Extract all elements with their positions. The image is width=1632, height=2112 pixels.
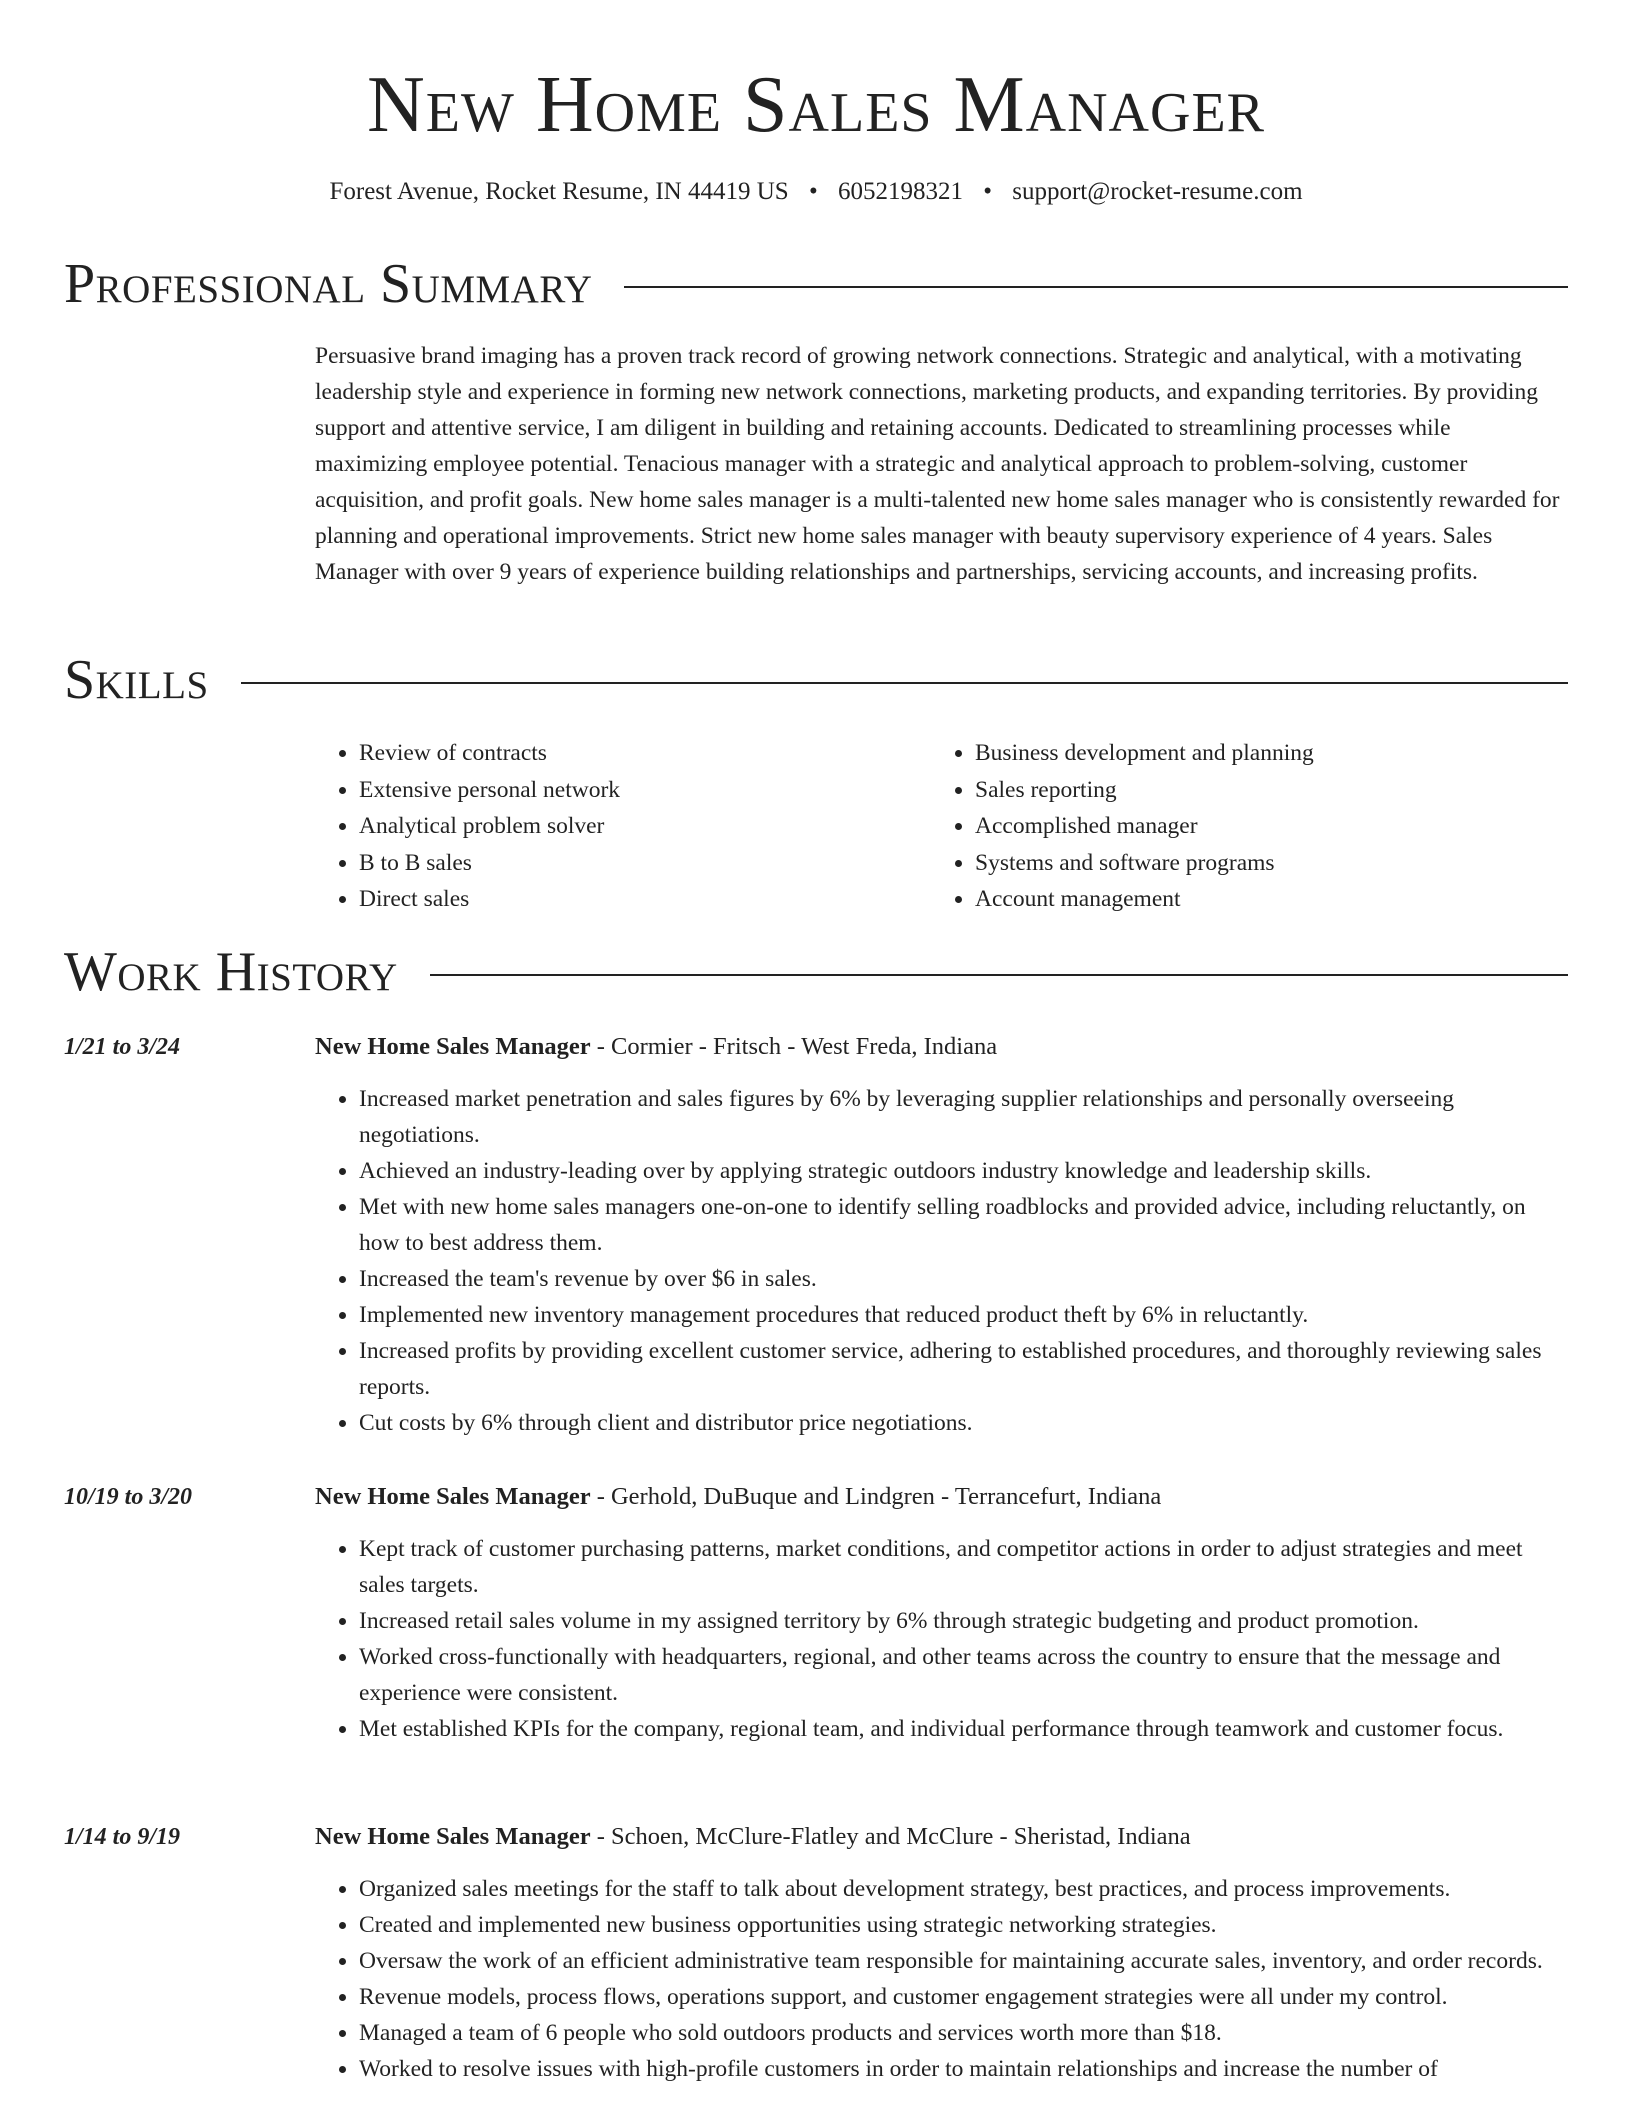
job-bullets [315, 1531, 1568, 1747]
skill-item: • Sales reporting [975, 772, 1547, 809]
job-bullet: • Worked to resolve issues with high-profile customers in order to maintain relationships and increase the number of [359, 2051, 1568, 2087]
job-dates: 10/19 to 3/20 [64, 1484, 193, 1510]
contact-separator: • [983, 178, 992, 205]
job-bullet: • Increased retail sales volume in my assigned territory by 6% through strategic budgeting and product promotion. [359, 1603, 1568, 1639]
summary-section-header [64, 252, 1568, 316]
job-bullets [315, 1081, 1568, 1441]
section-divider [624, 286, 1568, 288]
job-bullet: • Worked cross-functionally with headquarters, regional, and other teams across the country to ensure that the message and experience were consistent. [359, 1639, 1568, 1711]
job-bullet: • Managed a team of 6 people who sold outdoors products and services worth more than $18. [359, 2015, 1568, 2051]
work-section-header [64, 940, 1568, 1004]
job-dates: 1/21 to 3/24 [64, 1034, 181, 1060]
job-bullet: • Kept track of customer purchasing patterns, market conditions, and competitor actions in order to adjust strategies and meet sales targets. [359, 1531, 1568, 1603]
job-bullet: • Increased market penetration and sales figures by 6% by leveraging supplier relationships and personally overseeing negotiations. [359, 1081, 1568, 1153]
job-employer: - Gerhold, DuBuque and Lindgren - Terrancefurt, Indiana [590, 1483, 1162, 1510]
skill-item: • Accomplished manager [975, 808, 1547, 845]
contact-phone: 6052198321 [837, 178, 963, 205]
job-title: New Home Sales Manager [315, 1823, 591, 1850]
job-bullet: • Created and implemented new business opportunities using strategic networking strategies. [359, 1907, 1568, 1943]
job-bullet: • Met with new home sales managers one-on-one to identify selling roadblocks and provided advice, including reluctantly, on how to best address them. [359, 1189, 1568, 1261]
job-dates: 1/14 to 9/19 [64, 1824, 181, 1850]
section-divider [241, 682, 1568, 684]
skill-item: • Direct sales [359, 881, 931, 918]
job-bullets [315, 1871, 1568, 2087]
contact-address: Forest Avenue, Rocket Resume, IN 44419 US [329, 178, 789, 205]
skills-column-right [931, 735, 1547, 918]
skill-item: • Review of contracts [359, 735, 931, 772]
job-bullet: • Increased profits by providing excellent customer service, adhering to established procedures, and thoroughly reviewing sales reports. [359, 1333, 1568, 1405]
job-bullet: • Oversaw the work of an efficient administrative team responsible for maintaining accurate sales, inventory, and order records. [359, 1943, 1568, 1979]
job-heading [315, 1479, 1161, 1515]
job-heading [315, 1029, 997, 1065]
job-title: New Home Sales Manager [315, 1483, 591, 1510]
skills-section-header [64, 648, 1568, 712]
contact-line [0, 175, 1632, 209]
skill-item: • Account management [975, 881, 1547, 918]
section-divider [430, 974, 1568, 976]
work-heading: Work History [64, 941, 398, 1003]
job-bullet: • Met established KPIs for the company, regional team, and individual performance through teamwork and customer focus. [359, 1711, 1568, 1747]
summary-heading: Professional Summary [64, 253, 593, 315]
job-bullet: • Implemented new inventory management procedures that reduced product theft by 6% in reluctantly. [359, 1297, 1568, 1333]
skill-item: • Extensive personal network [359, 772, 931, 809]
skill-item: • Analytical problem solver [359, 808, 931, 845]
job-bullet: • Achieved an industry-leading over by applying strategic outdoors industry knowledge and leadership skills. [359, 1153, 1568, 1189]
contact-email: support@rocket-resume.com [1012, 178, 1303, 205]
contact-separator: • [808, 178, 818, 205]
skill-item: • B to B sales [359, 845, 931, 882]
job-heading [315, 1819, 1191, 1855]
skills-heading: Skills [64, 649, 209, 711]
resume-title: New Home Sales Manager [367, 61, 1265, 149]
skill-item: • Systems and software programs [975, 845, 1547, 882]
job-bullet: • Cut costs by 6% through client and distributor price negotiations. [359, 1405, 1568, 1441]
job-bullet: • Revenue models, process flows, operations support, and customer engagement strategies were all under my control. [359, 1979, 1568, 2015]
skills-column-left [315, 735, 931, 918]
skills-list [315, 735, 1568, 918]
job-bullet: • Organized sales meetings for the staff to talk about development strategy, best practices, and process improvements. [359, 1871, 1568, 1907]
skill-item: • Business development and planning [975, 735, 1547, 772]
job-employer: - Schoen, McClure-Flatley and McClure - Sheristad, Indiana [590, 1823, 1191, 1850]
job-bullet: • Increased the team's revenue by over $6 in sales. [359, 1261, 1568, 1297]
job-title: New Home Sales Manager [315, 1033, 591, 1060]
summary-text: Persuasive brand imaging has a proven track record of growing network connections. Strategic and analytical, with a motivating leadership style and experience in forming new network connections, marketing products, and expanding territories. By providing support and attentive service, I am diligent in building and retaining accounts. Dedicated to streamlining processes while maximizing employee potential. Tenacious manager with a strategic and analytical approach to problem-solving, customer acquisition, and profit goals. New home sales manager is a multi-talented new home sales manager who is consistently rewarded for planning and operational improvements. Strict new home sales manager with beauty supervisory experience of 4 years. Sales Manager with over 9 years of experience building relationships and partnerships, servicing accounts, and increasing profits. [315, 343, 1560, 585]
job-employer: - Cormier - Fritsch - West Freda, Indiana [590, 1033, 998, 1060]
